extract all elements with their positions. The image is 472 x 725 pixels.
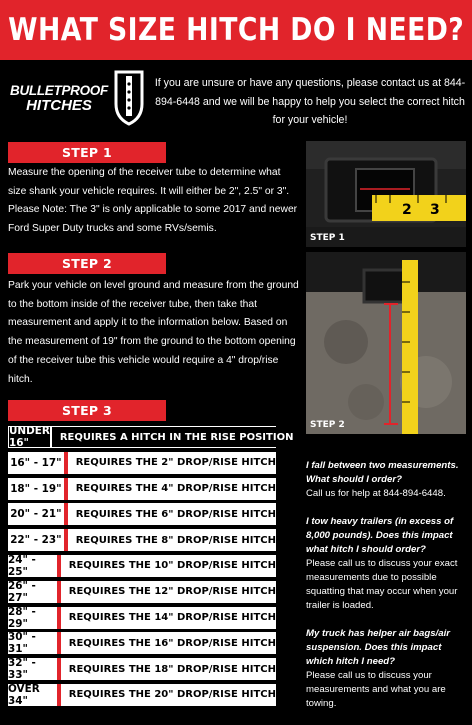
hitch-requirement: REQUIRES THE 16" DROP/RISE HITCH [57,632,276,654]
height-range: 32" - 33" [8,658,57,680]
height-range: OVER 34" [8,684,57,706]
faq-answer: Please call us to discuss your exact measurements due to possible squatting that may occur when your trailer is loaded. [306,558,458,611]
faq-answer: Call us for help at 844-894-6448. [306,488,446,499]
logo-line-1: BULLETPROOF [10,83,108,98]
hitch-requirement: REQUIRES THE 12" DROP/RISE HITCH [57,581,276,603]
height-range: 18" - 19" [8,478,64,500]
logo [8,70,148,136]
table-row [8,581,276,603]
title-banner [0,0,472,60]
step-2-photo [306,252,466,434]
step-3-label: STEP 3 [8,400,166,421]
svg-text:2: 2 [402,202,412,218]
hitch-requirement: REQUIRES A HITCH IN THE RISE POSITION [50,427,294,447]
hitch-requirement: REQUIRES THE 8" DROP/RISE HITCH [64,529,276,551]
faq-question: I fall between two measurements. What should I order? [306,460,459,485]
hitch-requirement: REQUIRES THE 20" DROP/RISE HITCH [57,684,276,706]
hitch-requirement: REQUIRES THE 2" DROP/RISE HITCH [64,452,276,474]
table-row [8,684,276,706]
svg-text:3: 3 [430,202,440,218]
table-row [8,452,276,474]
faq-section [306,459,468,725]
hitch-requirement: REQUIRES THE 6" DROP/RISE HITCH [64,503,276,525]
table-row [8,503,276,525]
hitch-size-table [8,425,294,710]
page-title: WHAT SIZE HITCH DO I NEED? [7,12,465,48]
step-1-text: Measure the opening of the receiver tube to determine what size shank your vehicle requires. It will either be 2", 2.5" or 3". Please Note: The 3" is only applicable to some 2017 and newer Ford Super Duty trucks and some RVs/semis. [8,167,298,235]
table-row [8,529,276,551]
hitch-requirement: REQUIRES THE 14" DROP/RISE HITCH [57,607,276,629]
logo-line-2: HITCHES [26,97,92,115]
table-row [8,478,276,500]
step-1-photo-caption: STEP 1 [310,233,345,243]
step-2-text: Park your vehicle on level ground and measure from the ground to the bottom inside of the receiver tube, then take that measurement and apply it to the information below. Based on the measurement of 19" from the ground to the bottom opening of the receiver tube this vehicle would require a 4" drop/rise hitch. [8,280,299,385]
hitch-requirement: REQUIRES THE 4" DROP/RISE HITCH [64,478,276,500]
height-range: UNDER 16" [9,425,50,449]
height-range: 28" - 29" [8,607,57,629]
table-row [8,658,276,680]
faq-question: I tow heavy trailers (in excess of 8,000 pounds). Does this impact what hitch I should order? [306,516,454,555]
table-row [8,632,276,654]
faq-answer: Please call us to discuss your measurements and what you are towing. [306,670,446,709]
hitch-requirement: REQUIRES THE 18" DROP/RISE HITCH [57,658,276,680]
height-range: 26" - 27" [8,581,57,603]
step-1-label: STEP 1 [8,142,166,163]
table-row [8,425,294,449]
logo-wordmark [8,84,110,114]
intro-text: If you are unsure or have any questions, please contact us at 844-894-6448 and we will be happy to help you select the correct hitch for your vehicle! [154,77,466,126]
height-range: 16" - 17" [8,452,64,474]
shield-icon [112,70,146,126]
height-range: 24" - 25" [8,555,57,577]
height-range: 20" - 21" [8,503,64,525]
table-row [8,555,276,577]
step-2-photo-caption: STEP 2 [310,420,345,430]
height-range: 22" - 23" [8,529,64,551]
step-1-photo [306,141,466,247]
faq-question: My truck has helper air bags/air suspension. Does this impact which hitch I need? [306,628,450,667]
table-row [8,607,276,629]
height-range: 30" - 31" [8,632,57,654]
step-2-label: STEP 2 [8,253,166,274]
hitch-requirement: REQUIRES THE 10" DROP/RISE HITCH [57,555,276,577]
